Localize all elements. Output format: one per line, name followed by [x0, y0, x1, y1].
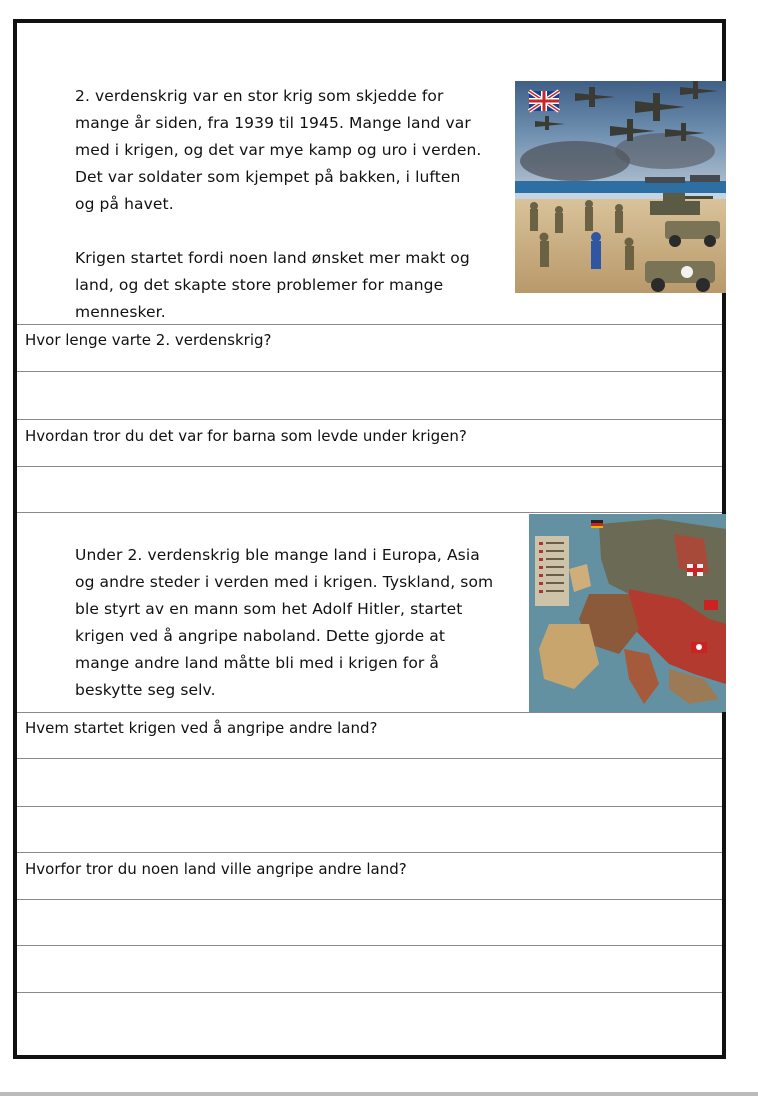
- answer-line: [17, 419, 722, 420]
- answer-line: [17, 945, 722, 946]
- history-text: [75, 542, 515, 704]
- question-2: Hvordan tror du det var for barna som levde under krigen?: [25, 427, 467, 445]
- divider-line: [17, 712, 722, 713]
- divider-line: [17, 324, 722, 325]
- page-bottom-edge: [0, 1092, 758, 1096]
- answer-line: [17, 992, 722, 993]
- text-line: 2. verdenskrig var en stor krig som skjedde for: [75, 87, 444, 105]
- answer-line: [17, 806, 722, 807]
- text-line: Under 2. verdenskrig ble mange land i Europa, Asia: [75, 546, 480, 564]
- text-line: og andre steder i verden med i krigen. Tyskland, som: [75, 573, 494, 591]
- question-3: Hvem startet krigen ved å angripe andre land?: [25, 719, 378, 737]
- text-line: mennesker.: [75, 303, 166, 321]
- text-line: og på havet.: [75, 195, 174, 213]
- worksheet-frame: [13, 19, 726, 1059]
- text-line: mange andre land måtte bli med i krigen for å: [75, 654, 440, 672]
- answer-line: [17, 466, 722, 467]
- answer-line: [17, 758, 722, 759]
- text-line: med i krigen, og det var mye kamp og uro i verden.: [75, 141, 482, 159]
- text-line: krigen ved å angripe naboland. Dette gjorde at: [75, 627, 446, 645]
- answer-line: [17, 852, 722, 853]
- question-4: Hvorfor tror du noen land ville angripe andre land?: [25, 860, 407, 878]
- text-line: Krigen startet fordi noen land ønsket mer makt og: [75, 249, 470, 267]
- answer-line: [17, 899, 722, 900]
- text-line: land, og det skapte store problemer for mange: [75, 276, 444, 294]
- text-line: beskytte seg selv.: [75, 681, 216, 699]
- text-line: Det var soldater som kjempet på bakken, i luften: [75, 168, 461, 186]
- intro-text: [75, 83, 515, 326]
- war-scene-image: [515, 81, 726, 293]
- text-line: mange år siden, fra 1939 til 1945. Mange land var: [75, 114, 471, 132]
- answer-line: [17, 371, 722, 372]
- divider-line: [17, 512, 722, 513]
- europe-map-image: [529, 514, 726, 712]
- question-1: Hvor lenge varte 2. verdenskrig?: [25, 331, 272, 349]
- text-line: ble styrt av en mann som het Adolf Hitler, startet: [75, 600, 463, 618]
